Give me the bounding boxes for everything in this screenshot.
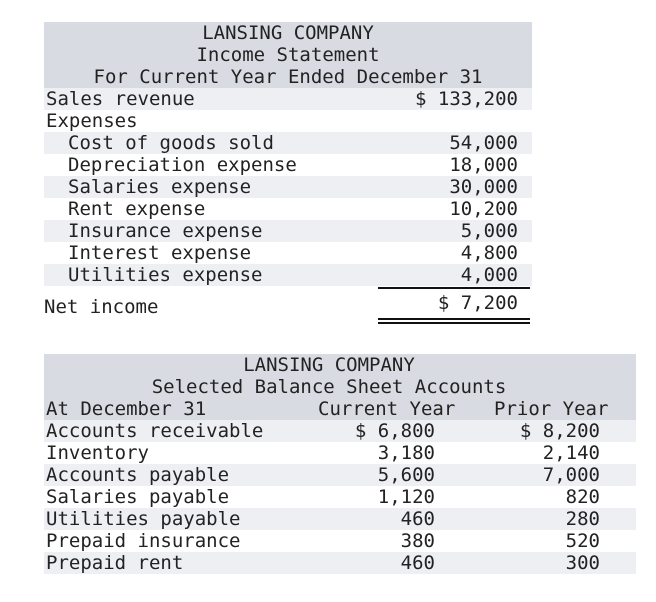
expense-value: 30,000: [449, 176, 518, 198]
expense-value: 54,000: [449, 132, 518, 154]
account-label: Prepaid rent: [46, 552, 184, 574]
prior-value: $ 8,200: [519, 420, 600, 442]
expense-label: Depreciation expense: [68, 154, 297, 176]
account-label: Inventory: [46, 442, 149, 464]
sales-revenue-value: $ 133,200: [415, 88, 518, 110]
account-label: Accounts receivable: [46, 420, 264, 442]
expense-label: Interest expense: [68, 242, 252, 264]
total-rule: [378, 287, 530, 289]
account-label: Utilities payable: [46, 508, 241, 530]
current-value: $ 6,800: [354, 420, 435, 442]
date-label: At December 31: [46, 398, 207, 420]
current-value: 1,120: [377, 486, 435, 508]
current-value: 5,600: [377, 464, 435, 486]
double-rule-top: [378, 318, 530, 320]
statement-period: For Current Year Ended December 31: [93, 66, 483, 88]
expense-label: Utilities expense: [68, 264, 263, 286]
section-title: Selected Balance Sheet Accounts: [151, 376, 507, 398]
company-name: LANSING COMPANY: [202, 22, 374, 44]
expense-label: Salaries expense: [68, 176, 252, 198]
expense-value: 18,000: [449, 154, 518, 176]
prior-value: 520: [565, 530, 600, 552]
net-income-value: $ 7,200: [437, 292, 518, 314]
column-header-prior: Prior Year: [494, 398, 609, 420]
prior-value: 7,000: [542, 464, 600, 486]
net-income-label: Net income: [44, 296, 159, 318]
expense-label: Insurance expense: [68, 220, 263, 242]
expense-value: 5,000: [460, 220, 518, 242]
expense-value: 4,000: [460, 264, 518, 286]
account-label: Salaries payable: [46, 486, 230, 508]
current-value: 460: [400, 552, 435, 574]
prior-value: 280: [565, 508, 600, 530]
current-value: 460: [400, 508, 435, 530]
expense-value: 4,800: [460, 242, 518, 264]
expense-value: 10,200: [449, 198, 518, 220]
expenses-label: Expenses: [46, 110, 138, 132]
account-label: Prepaid insurance: [46, 530, 241, 552]
current-value: 3,180: [377, 442, 435, 464]
expense-label: Rent expense: [68, 198, 206, 220]
prior-value: 300: [565, 552, 600, 574]
column-header-current: Current Year: [318, 398, 456, 420]
prior-value: 820: [565, 486, 600, 508]
current-value: 380: [400, 530, 435, 552]
statement-title: Income Statement: [196, 44, 380, 66]
sales-revenue-label: Sales revenue: [46, 88, 195, 110]
company-name: LANSING COMPANY: [243, 354, 415, 376]
account-label: Accounts payable: [46, 464, 230, 486]
expense-label: Cost of goods sold: [68, 132, 274, 154]
prior-value: 2,140: [542, 442, 600, 464]
double-rule-bottom: [378, 322, 530, 324]
